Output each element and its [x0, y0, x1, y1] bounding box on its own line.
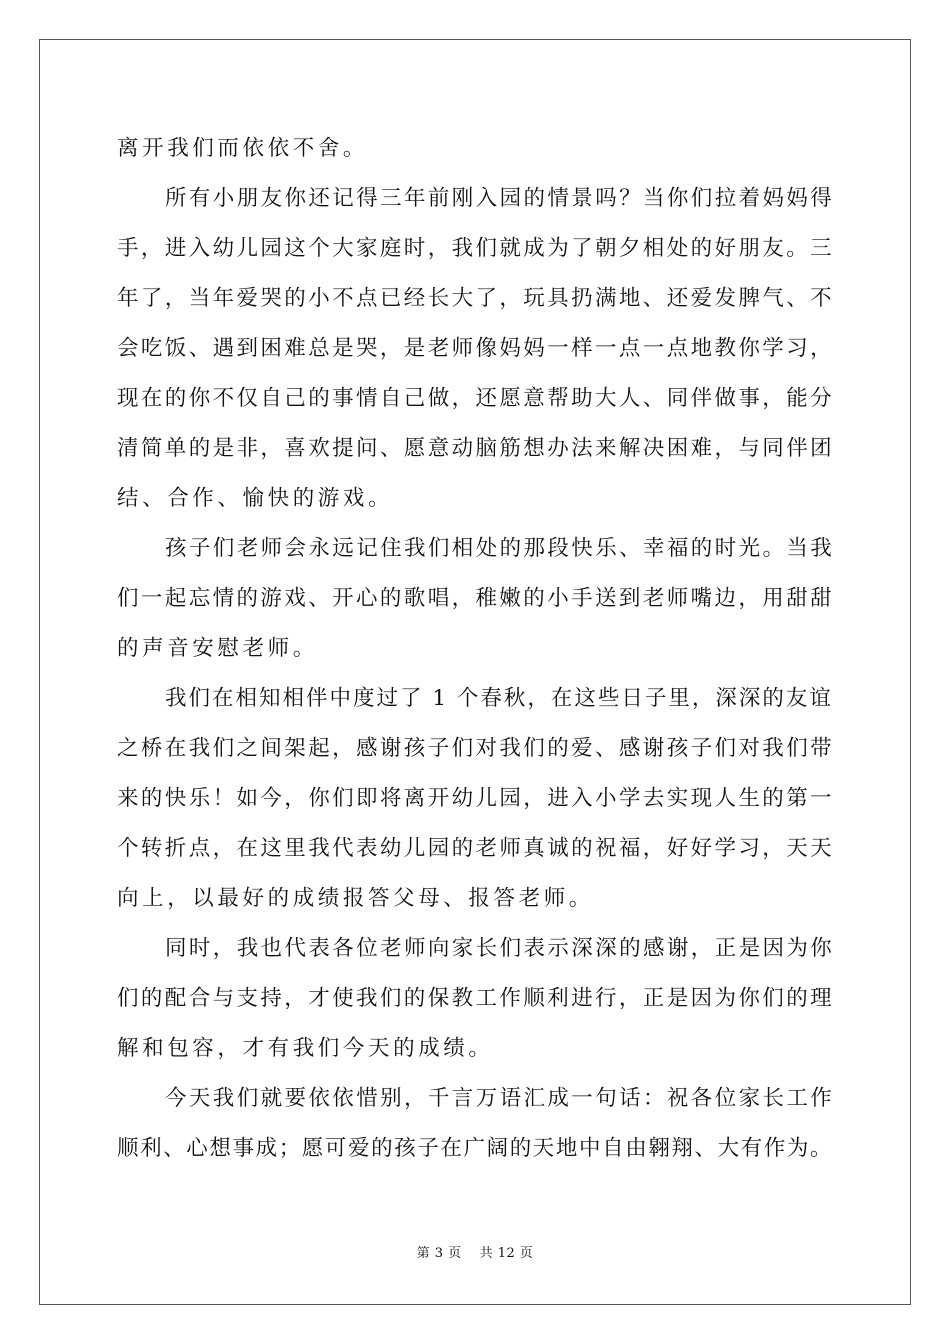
text-line: 我们在相知相伴中度过了 1 个春秋，在这些日子里，深深的友谊 [165, 686, 833, 711]
text-line: 离开我们而依依不舍。 [117, 136, 369, 161]
text-line: 来的快乐！如今，你们即将离开幼儿园，进入小学去实现人生的第一 [117, 786, 835, 811]
text-line: 手，进入幼儿园这个大家庭时，我们就成为了朝夕相处的好朋友。三 [117, 236, 835, 261]
text-line: 所有小朋友你还记得三年前刚入园的情景吗？当你们拉着妈妈得 [165, 186, 835, 211]
text-line: 会吃饭、遇到困难总是哭，是老师像妈妈一样一点一点地教你学习， [117, 336, 835, 361]
text-line: 个转折点，在这里我代表幼儿园的老师真诚的祝福，好好学习，天天 [117, 836, 835, 861]
page-total: 共 12 页 [479, 1246, 534, 1261]
page-number: 第 3 页 [416, 1246, 462, 1261]
text-line: 今天我们就要依依惜别，千言万语汇成一句话：祝各位家长工作 [165, 1086, 835, 1111]
text-line: 年了，当年爱哭的小不点已经长大了，玩具扔满地、还爱发脾气、不 [117, 286, 835, 311]
document-body [117, 124, 837, 1174]
text-line: 结、合作、愉快的游戏。 [117, 486, 394, 511]
text-line: 现在的你不仅自己的事情自己做，还愿意帮助大人、同伴做事，能分 [117, 386, 835, 411]
text-line: 们的配合与支持，才使我们的保教工作顺利进行，正是因为你们的理 [117, 986, 835, 1011]
text-line: 之桥在我们之间架起，感谢孩子们对我们的爱、感谢孩子们对我们带 [117, 736, 835, 761]
text-line: 们一起忘情的游戏、开心的歌唱，稚嫩的小手送到老师嘴边，用甜甜 [117, 586, 835, 611]
text-line: 向上，以最好的成绩报答父母、报答老师。 [117, 886, 594, 911]
text-line: 的声音安慰老师。 [117, 636, 318, 661]
page-footer [0, 1244, 950, 1264]
text-line: 清简单的是非，喜欢提问、愿意动脑筋想办法来解决困难，与同伴团 [117, 436, 835, 461]
text-line: 孩子们老师会永远记住我们相处的那段快乐、幸福的时光。当我 [165, 536, 835, 561]
text-line: 顺利、心想事成；愿可爱的孩子在广阔的天地中自由翱翔、大有作为。 [117, 1136, 834, 1161]
text-line: 解和包容，才有我们今天的成绩。 [117, 1036, 494, 1061]
text-line: 同时，我也代表各位老师向家长们表示深深的感谢，正是因为你 [165, 936, 835, 961]
